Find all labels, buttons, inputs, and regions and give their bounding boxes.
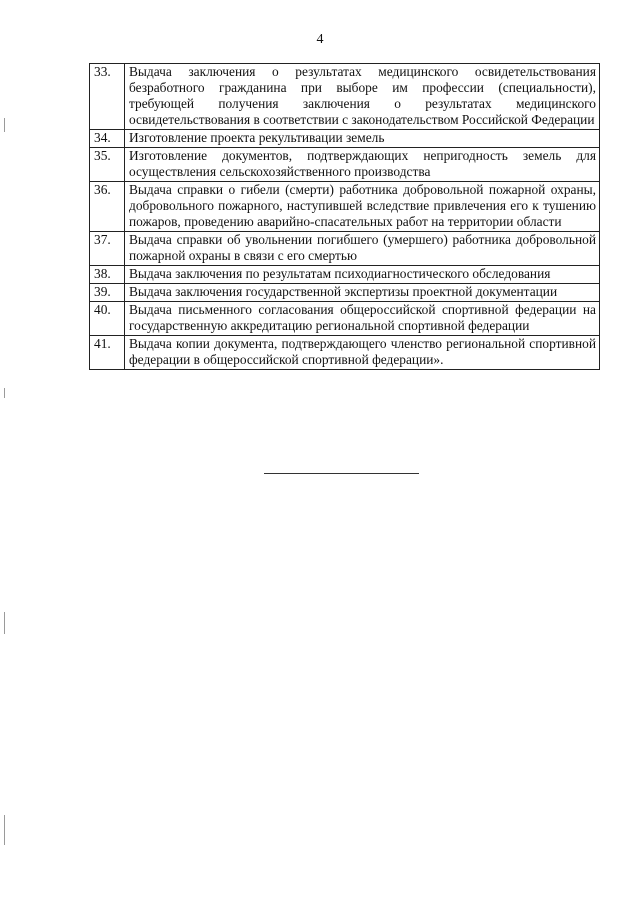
closing-rule	[264, 473, 419, 474]
page-number: 4	[316, 32, 324, 47]
row-number: 34.	[90, 130, 125, 148]
table-row	[90, 284, 600, 302]
row-text: Изготовление проекта рекультивации земель	[125, 130, 600, 148]
row-text: Изготовление документов, подтверждающих непригодность земель для осуществления сельскохозяйственного производства	[125, 148, 600, 182]
row-text: Выдача письменного согласования общероссийской спортивной федерации на государственную аккредитацию региональной спортивной федерации	[125, 302, 600, 336]
row-number: 35.	[90, 148, 125, 182]
scan-margin-mark	[4, 118, 5, 132]
scan-margin-mark	[4, 815, 5, 845]
scan-margin-mark	[4, 388, 5, 398]
row-text: Выдача справки о гибели (смерти) работника добровольной пожарной охраны, добровольного пожарного, наступившей вследствие привлечения его к тушению пожаров, проведению аварийно-спасательных работ на территории области	[125, 182, 600, 232]
row-text: Выдача справки об увольнении погибшего (умершего) работника добровольной пожарной охраны в связи с его смертью	[125, 232, 600, 266]
row-number: 37.	[90, 232, 125, 266]
row-number: 40.	[90, 302, 125, 336]
table-row	[90, 232, 600, 266]
row-number: 38.	[90, 266, 125, 284]
table-row	[90, 64, 600, 130]
row-text: Выдача копии документа, подтверждающего членство региональной спортивной федерации в общероссийской спортивной федерации».	[125, 336, 600, 370]
table-row	[90, 148, 600, 182]
scan-margin-mark	[4, 612, 5, 634]
table-row	[90, 266, 600, 284]
table-row	[90, 130, 600, 148]
row-text: Выдача заключения по результатам психодиагностического обследования	[125, 266, 600, 284]
table-row	[90, 302, 600, 336]
table-row	[90, 336, 600, 370]
table-row	[90, 182, 600, 232]
row-number: 33.	[90, 64, 125, 130]
row-number: 39.	[90, 284, 125, 302]
services-table	[89, 63, 600, 370]
row-text: Выдача заключения государственной экспертизы проектной документации	[125, 284, 600, 302]
row-number: 41.	[90, 336, 125, 370]
row-number: 36.	[90, 182, 125, 232]
row-text: Выдача заключения о результатах медицинского освидетельствования безработного гражданина при выборе им профессии (специальности), требующей получения заключения о результатах медицинского освидетельствования в соответствии с законодательством Российской Федерации	[125, 64, 600, 130]
